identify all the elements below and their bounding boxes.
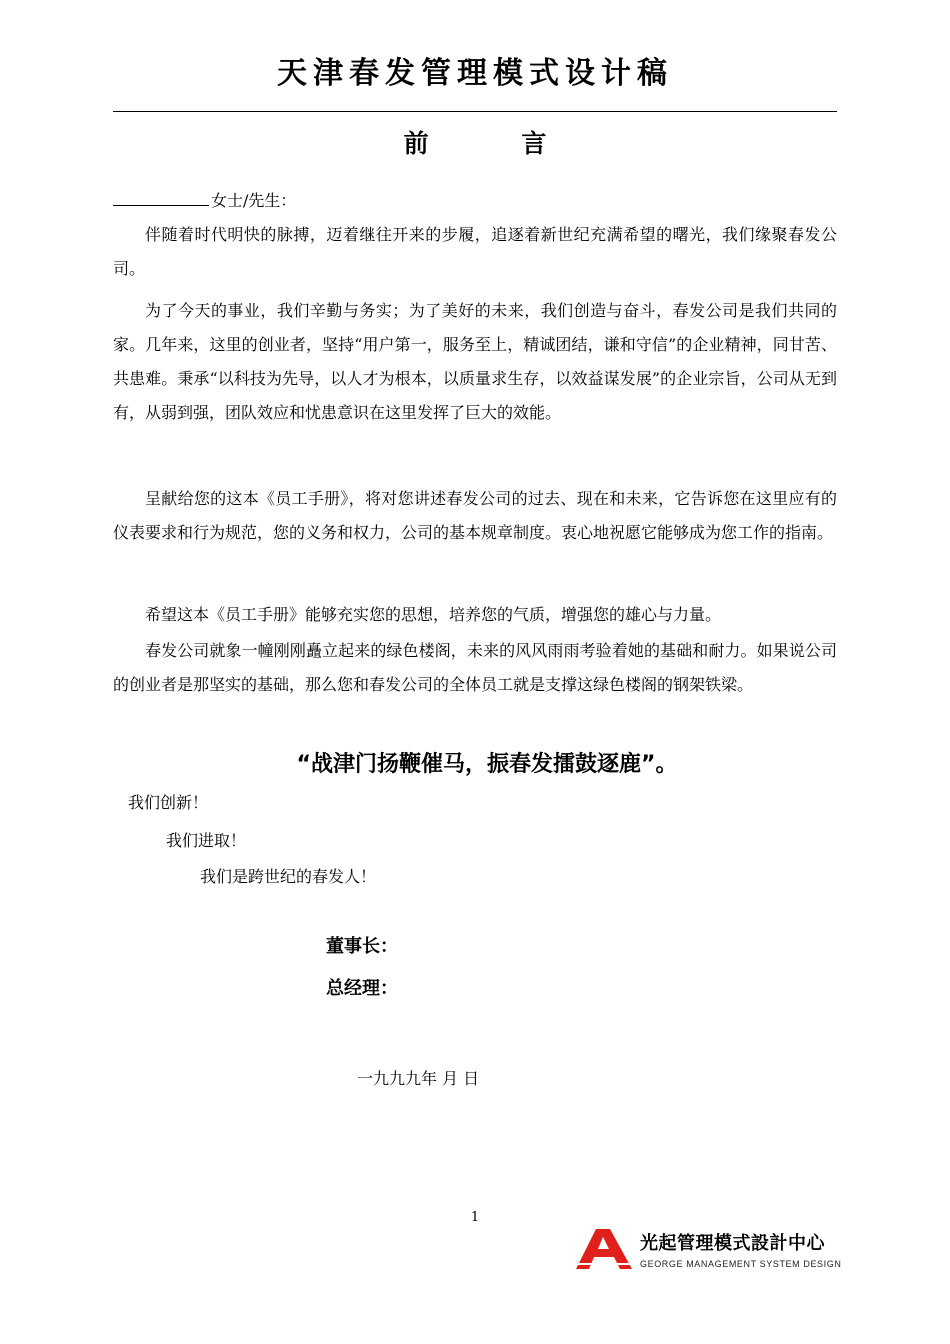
chairman-signature-label: 董事长： [326, 936, 398, 957]
name-blank [113, 189, 209, 206]
closing-line-2: 我们进取！ [166, 831, 247, 850]
paragraph-4: 希望这本《员工手册》能够充实您的思想，培养您的气质，增强您的雄心与力量。 [145, 605, 722, 624]
salutation-text: 女士/先生： [211, 191, 297, 210]
general-manager-signature-label: 总经理： [326, 978, 398, 999]
document-date: 一九九九年 月 日 [357, 1069, 480, 1088]
closing-line-1: 我们创新！ [128, 793, 209, 812]
logo-name-en: GEORGE MANAGEMENT SYSTEM DESIGN [640, 1259, 842, 1269]
logo-name-cn: 光起管理模式設計中心 [640, 1233, 825, 1254]
paragraph-3: 呈献给您的这本《员工手册》，将对您讲述春发公司的过去、现在和未来，它告诉您在这里应有的仪表要求和行为规范，您的义务和权力，公司的基本规章制度。衷心地祝愿它能够成为您工作的指南。 [113, 489, 837, 542]
document-title: 天津春发管理模式设计稿 [277, 56, 673, 91]
page-number: 1 [470, 1210, 480, 1225]
salutation [113, 186, 296, 216]
paragraph-1: 伴随着时代明快的脉搏，迈着继往开来的步履，追逐着新世纪充满希望的曙光，我们缘聚春发公司。 [113, 225, 837, 278]
slogan: “战津门扬鞭催马，振春发擂鼓逐鹿”。 [296, 752, 678, 777]
logo-a-icon [576, 1229, 632, 1269]
title-divider [113, 111, 837, 112]
paragraph-2: 为了今天的事业，我们辛勤与务实；为了美好的未来，我们创造与奋斗，春发公司是我们共同的家。几年来，这里的创业者，坚持“用户第一，服务至上，精诚团结，谦和守信”的企业精神，同甘苦、共患难。秉承“以科技为先导，以人才为根本，以质量求生存，以效益谋发展”的企业宗旨，公司从无到有，从弱到强，团队效应和忧患意识在这里发挥了巨大的效能。 [113, 301, 837, 422]
preface-heading: 前 言 [403, 129, 589, 158]
closing-line-3: 我们是跨世纪的春发人！ [200, 867, 377, 886]
paragraph-5: 春发公司就象一幢刚刚矗立起来的绿色楼阁，未来的风风雨雨考验着她的基础和耐力。如果说公司的创业者是那坚实的基础，那么您和春发公司的全体员工就是支撑这绿色楼阁的钢架铁梁。 [113, 641, 837, 694]
